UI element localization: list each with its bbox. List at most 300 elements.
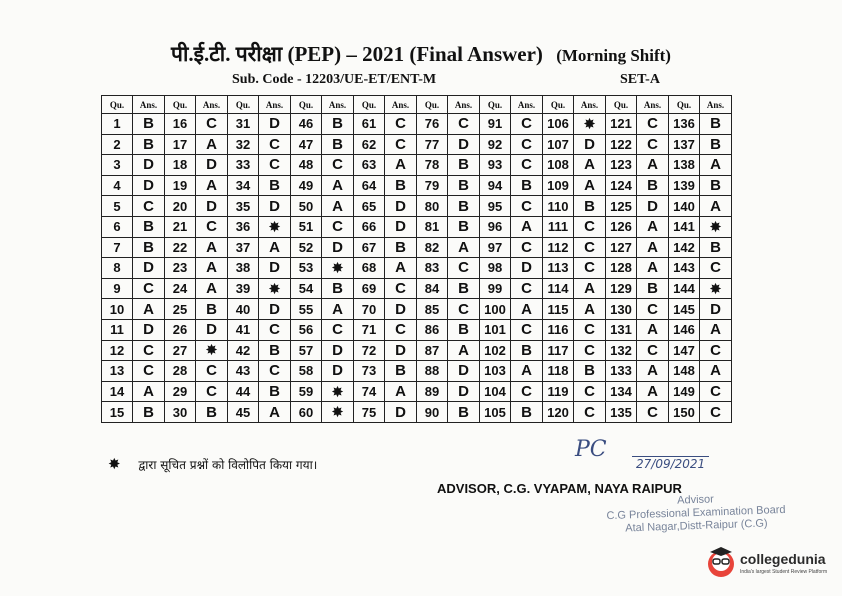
question-number: 12 <box>102 340 133 361</box>
question-number: 122 <box>606 134 637 155</box>
question-number: 102 <box>480 340 511 361</box>
answer-cell: C <box>196 361 228 382</box>
answer-cell: B <box>637 278 669 299</box>
set-label: SET-A <box>620 72 660 87</box>
answer-cell: C <box>511 278 543 299</box>
question-number: 66 <box>354 216 385 237</box>
question-number: 25 <box>165 299 196 320</box>
answer-cell: C <box>322 155 354 176</box>
question-number: 112 <box>543 237 574 258</box>
question-number: 9 <box>102 278 133 299</box>
question-number: 148 <box>669 361 700 382</box>
question-number: 91 <box>480 114 511 135</box>
answer-cell: B <box>322 278 354 299</box>
answer-cell: B <box>637 175 669 196</box>
answer-cell: B <box>448 216 480 237</box>
advisor-line: ADVISOR, C.G. VYAPAM, NAYA RAIPUR <box>437 481 682 496</box>
answer-cell: C <box>133 361 165 382</box>
answer-cell: C <box>511 134 543 155</box>
answer-cell: A <box>385 381 417 402</box>
question-number: 115 <box>543 299 574 320</box>
question-number: 21 <box>165 216 196 237</box>
answer-cell: C <box>259 319 291 340</box>
question-number: 83 <box>417 258 448 279</box>
answer-cell: D <box>574 134 606 155</box>
question-number: 63 <box>354 155 385 176</box>
header-answer: Ans. <box>196 96 228 114</box>
answer-cell: A <box>637 216 669 237</box>
header-question: Qu. <box>354 96 385 114</box>
answer-cell: D <box>133 258 165 279</box>
question-number: 54 <box>291 278 322 299</box>
question-number: 137 <box>669 134 700 155</box>
answer-cell: C <box>448 299 480 320</box>
question-number: 15 <box>102 402 133 423</box>
answer-cell: C <box>511 237 543 258</box>
answer-cell: A <box>196 237 228 258</box>
question-number: 70 <box>354 299 385 320</box>
answer-cell: B <box>259 381 291 402</box>
header-answer: Ans. <box>322 96 354 114</box>
answer-cell: A <box>637 258 669 279</box>
header-question: Qu. <box>228 96 259 114</box>
answer-cell: D <box>322 340 354 361</box>
question-number: 111 <box>543 216 574 237</box>
question-number: 59 <box>291 381 322 402</box>
answer-cell: B <box>700 175 732 196</box>
question-number: 84 <box>417 278 448 299</box>
header-answer: Ans. <box>448 96 480 114</box>
official-stamp <box>605 491 786 536</box>
table-row <box>102 361 732 382</box>
answer-cell: B <box>322 114 354 135</box>
question-number: 29 <box>165 381 196 402</box>
answer-cell: B <box>574 196 606 217</box>
question-number: 101 <box>480 319 511 340</box>
question-number: 5 <box>102 196 133 217</box>
question-number: 55 <box>291 299 322 320</box>
answer-cell: ✸ <box>700 216 732 237</box>
question-number: 80 <box>417 196 448 217</box>
question-number: 23 <box>165 258 196 279</box>
table-row <box>102 134 732 155</box>
table-row <box>102 175 732 196</box>
answer-cell: C <box>511 196 543 217</box>
table-row <box>102 299 732 320</box>
question-number: 106 <box>543 114 574 135</box>
deletion-note <box>108 455 317 473</box>
answer-cell: A <box>133 381 165 402</box>
table-row <box>102 402 732 423</box>
table-row <box>102 319 732 340</box>
header-answer: Ans. <box>637 96 669 114</box>
question-number: 95 <box>480 196 511 217</box>
table-row <box>102 114 732 135</box>
signature: PC <box>575 437 607 462</box>
answer-cell: D <box>133 319 165 340</box>
question-number: 81 <box>417 216 448 237</box>
question-number: 38 <box>228 258 259 279</box>
answer-cell: C <box>574 402 606 423</box>
answer-cell: C <box>574 237 606 258</box>
table-row <box>102 381 732 402</box>
question-number: 135 <box>606 402 637 423</box>
question-number: 14 <box>102 381 133 402</box>
question-number: 105 <box>480 402 511 423</box>
question-number: 44 <box>228 381 259 402</box>
question-number: 68 <box>354 258 385 279</box>
answer-cell: C <box>385 134 417 155</box>
question-number: 129 <box>606 278 637 299</box>
question-number: 130 <box>606 299 637 320</box>
table-row <box>102 155 732 176</box>
question-number: 49 <box>291 175 322 196</box>
answer-cell: C <box>196 381 228 402</box>
question-number: 120 <box>543 402 574 423</box>
question-number: 16 <box>165 114 196 135</box>
question-number: 118 <box>543 361 574 382</box>
question-number: 110 <box>543 196 574 217</box>
question-number: 42 <box>228 340 259 361</box>
answer-cell: C <box>574 340 606 361</box>
question-number: 82 <box>417 237 448 258</box>
question-number: 138 <box>669 155 700 176</box>
answer-cell: A <box>700 196 732 217</box>
answer-cell: C <box>700 340 732 361</box>
answer-cell: B <box>259 340 291 361</box>
answer-cell: A <box>637 319 669 340</box>
answer-cell: A <box>448 237 480 258</box>
question-number: 50 <box>291 196 322 217</box>
answer-cell: C <box>700 381 732 402</box>
question-number: 98 <box>480 258 511 279</box>
answer-cell: D <box>133 175 165 196</box>
answer-cell: B <box>133 114 165 135</box>
question-number: 145 <box>669 299 700 320</box>
answer-cell: C <box>637 134 669 155</box>
answer-cell: ✸ <box>574 114 606 135</box>
question-number: 27 <box>165 340 196 361</box>
answer-cell: D <box>637 196 669 217</box>
answer-cell: D <box>448 134 480 155</box>
question-number: 45 <box>228 402 259 423</box>
answer-cell: B <box>700 114 732 135</box>
answer-cell: B <box>322 134 354 155</box>
answer-cell: D <box>448 381 480 402</box>
answer-cell: A <box>196 258 228 279</box>
answer-cell: D <box>196 155 228 176</box>
question-number: 51 <box>291 216 322 237</box>
collegedunia-watermark <box>704 542 832 586</box>
answer-cell: A <box>133 299 165 320</box>
answer-cell: B <box>511 340 543 361</box>
question-number: 96 <box>480 216 511 237</box>
header-question: Qu. <box>606 96 637 114</box>
question-number: 35 <box>228 196 259 217</box>
question-number: 56 <box>291 319 322 340</box>
answer-cell: C <box>700 258 732 279</box>
question-number: 139 <box>669 175 700 196</box>
question-number: 37 <box>228 237 259 258</box>
table-body <box>102 114 732 423</box>
question-number: 31 <box>228 114 259 135</box>
question-number: 30 <box>165 402 196 423</box>
answer-cell: B <box>448 319 480 340</box>
answer-cell: D <box>259 299 291 320</box>
answer-cell: C <box>700 402 732 423</box>
question-number: 133 <box>606 361 637 382</box>
question-number: 3 <box>102 155 133 176</box>
table-row <box>102 258 732 279</box>
question-number: 28 <box>165 361 196 382</box>
signature-date: 27/09/2021 <box>632 456 709 471</box>
question-number: 58 <box>291 361 322 382</box>
table-row <box>102 237 732 258</box>
header-question: Qu. <box>417 96 448 114</box>
answer-cell: C <box>448 258 480 279</box>
table-row <box>102 196 732 217</box>
table-row <box>102 216 732 237</box>
answer-cell: B <box>385 175 417 196</box>
stamp-line-1: Advisor <box>676 493 715 507</box>
answer-cell: A <box>637 361 669 382</box>
answer-cell: A <box>574 299 606 320</box>
question-number: 71 <box>354 319 385 340</box>
answer-cell: B <box>448 175 480 196</box>
answer-cell: D <box>385 216 417 237</box>
question-number: 150 <box>669 402 700 423</box>
question-number: 93 <box>480 155 511 176</box>
question-number: 141 <box>669 216 700 237</box>
answer-cell: A <box>322 196 354 217</box>
answer-cell: A <box>574 155 606 176</box>
question-number: 89 <box>417 381 448 402</box>
question-number: 64 <box>354 175 385 196</box>
answer-cell: B <box>448 155 480 176</box>
answer-cell: A <box>196 175 228 196</box>
answer-cell: ✸ <box>700 278 732 299</box>
question-number: 77 <box>417 134 448 155</box>
question-number: 87 <box>417 340 448 361</box>
answer-cell: C <box>637 114 669 135</box>
mascot-icon <box>704 542 738 582</box>
answer-cell: D <box>700 299 732 320</box>
header-question: Qu. <box>480 96 511 114</box>
question-number: 100 <box>480 299 511 320</box>
question-number: 108 <box>543 155 574 176</box>
question-number: 39 <box>228 278 259 299</box>
answer-cell: B <box>448 196 480 217</box>
question-number: 140 <box>669 196 700 217</box>
question-number: 19 <box>165 175 196 196</box>
answer-cell: B <box>196 402 228 423</box>
question-number: 149 <box>669 381 700 402</box>
answer-cell: B <box>511 175 543 196</box>
answer-cell: C <box>385 319 417 340</box>
answer-cell: A <box>637 381 669 402</box>
question-number: 119 <box>543 381 574 402</box>
answer-cell: A <box>259 402 291 423</box>
answer-cell: C <box>385 278 417 299</box>
answer-cell: B <box>196 299 228 320</box>
header-answer: Ans. <box>574 96 606 114</box>
question-number: 72 <box>354 340 385 361</box>
question-number: 144 <box>669 278 700 299</box>
brand-tagline: India's largest Student Review Platform <box>740 569 828 575</box>
question-number: 78 <box>417 155 448 176</box>
answer-cell: A <box>700 319 732 340</box>
answer-cell: D <box>322 361 354 382</box>
question-number: 69 <box>354 278 385 299</box>
page-title <box>0 40 842 68</box>
question-number: 24 <box>165 278 196 299</box>
answer-cell: C <box>637 299 669 320</box>
answer-cell: C <box>259 134 291 155</box>
question-number: 13 <box>102 361 133 382</box>
shift-label: (Morning Shift) <box>556 46 671 65</box>
question-number: 104 <box>480 381 511 402</box>
table-row <box>102 340 732 361</box>
question-number: 52 <box>291 237 322 258</box>
question-number: 136 <box>669 114 700 135</box>
answer-cell: C <box>448 114 480 135</box>
question-number: 127 <box>606 237 637 258</box>
question-number: 92 <box>480 134 511 155</box>
question-number: 17 <box>165 134 196 155</box>
question-number: 123 <box>606 155 637 176</box>
answer-cell: B <box>574 361 606 382</box>
answer-cell: A <box>322 299 354 320</box>
question-number: 113 <box>543 258 574 279</box>
answer-cell: B <box>259 175 291 196</box>
answer-cell: ✸ <box>322 258 354 279</box>
answer-cell: A <box>574 175 606 196</box>
answer-cell: B <box>448 278 480 299</box>
question-number: 26 <box>165 319 196 340</box>
table-row <box>102 278 732 299</box>
header-answer: Ans. <box>511 96 543 114</box>
answer-cell: D <box>133 155 165 176</box>
answer-key-table <box>101 95 732 423</box>
header-answer: Ans. <box>700 96 732 114</box>
answer-cell: A <box>637 155 669 176</box>
question-number: 33 <box>228 155 259 176</box>
answer-cell: C <box>133 278 165 299</box>
answer-cell: C <box>259 155 291 176</box>
question-number: 75 <box>354 402 385 423</box>
question-number: 147 <box>669 340 700 361</box>
answer-cell: A <box>574 278 606 299</box>
question-number: 8 <box>102 258 133 279</box>
question-number: 132 <box>606 340 637 361</box>
question-number: 86 <box>417 319 448 340</box>
answer-cell: ✸ <box>196 340 228 361</box>
answer-cell: B <box>385 361 417 382</box>
answer-cell: C <box>322 216 354 237</box>
question-number: 2 <box>102 134 133 155</box>
stamp-line-3: Atal Nagar,Distt-Raipur (C.G) <box>625 517 768 535</box>
answer-cell: C <box>574 216 606 237</box>
answer-cell: A <box>511 361 543 382</box>
question-number: 126 <box>606 216 637 237</box>
answer-cell: A <box>196 134 228 155</box>
question-number: 94 <box>480 175 511 196</box>
question-number: 99 <box>480 278 511 299</box>
question-number: 103 <box>480 361 511 382</box>
header-answer: Ans. <box>385 96 417 114</box>
question-number: 146 <box>669 319 700 340</box>
answer-cell: C <box>511 155 543 176</box>
title-text: पी.ई.टी. परीक्षा (PEP) – 2021 (Final Answer) <box>171 42 543 66</box>
answer-cell: A <box>259 237 291 258</box>
answer-cell: A <box>385 155 417 176</box>
question-number: 117 <box>543 340 574 361</box>
question-number: 40 <box>228 299 259 320</box>
question-number: 18 <box>165 155 196 176</box>
question-number: 74 <box>354 381 385 402</box>
answer-cell: C <box>322 319 354 340</box>
answer-cell: C <box>133 340 165 361</box>
answer-cell: B <box>133 216 165 237</box>
answer-cell: C <box>196 216 228 237</box>
question-number: 76 <box>417 114 448 135</box>
answer-cell: A <box>448 340 480 361</box>
question-number: 90 <box>417 402 448 423</box>
header-question: Qu. <box>543 96 574 114</box>
answer-cell: C <box>196 114 228 135</box>
question-number: 128 <box>606 258 637 279</box>
table-header-row <box>102 96 732 114</box>
note-text: द्वारा सूचित प्रश्नों को विलोपित किया गया। <box>138 458 318 472</box>
question-number: 142 <box>669 237 700 258</box>
question-number: 6 <box>102 216 133 237</box>
answer-cell: C <box>574 258 606 279</box>
answer-cell: B <box>133 237 165 258</box>
question-number: 116 <box>543 319 574 340</box>
answer-cell: B <box>700 134 732 155</box>
answer-cell: C <box>574 381 606 402</box>
answer-cell: ✸ <box>259 216 291 237</box>
answer-cell: A <box>196 278 228 299</box>
answer-cell: ✸ <box>259 278 291 299</box>
question-number: 4 <box>102 175 133 196</box>
answer-cell: C <box>385 114 417 135</box>
header-question: Qu. <box>102 96 133 114</box>
answer-cell: A <box>700 361 732 382</box>
question-number: 79 <box>417 175 448 196</box>
question-number: 124 <box>606 175 637 196</box>
header-answer: Ans. <box>259 96 291 114</box>
answer-cell: A <box>511 216 543 237</box>
star-icon: ✸ <box>108 455 121 473</box>
question-number: 60 <box>291 402 322 423</box>
question-number: 125 <box>606 196 637 217</box>
question-number: 11 <box>102 319 133 340</box>
question-number: 67 <box>354 237 385 258</box>
answer-cell: D <box>385 196 417 217</box>
question-number: 34 <box>228 175 259 196</box>
answer-cell: A <box>511 299 543 320</box>
question-number: 131 <box>606 319 637 340</box>
question-number: 1 <box>102 114 133 135</box>
question-number: 22 <box>165 237 196 258</box>
question-number: 20 <box>165 196 196 217</box>
question-number: 7 <box>102 237 133 258</box>
answer-cell: D <box>385 340 417 361</box>
stamp-line-2: C.G Professional Examination Board <box>606 503 786 523</box>
answer-cell: C <box>511 381 543 402</box>
answer-cell: ✸ <box>322 402 354 423</box>
